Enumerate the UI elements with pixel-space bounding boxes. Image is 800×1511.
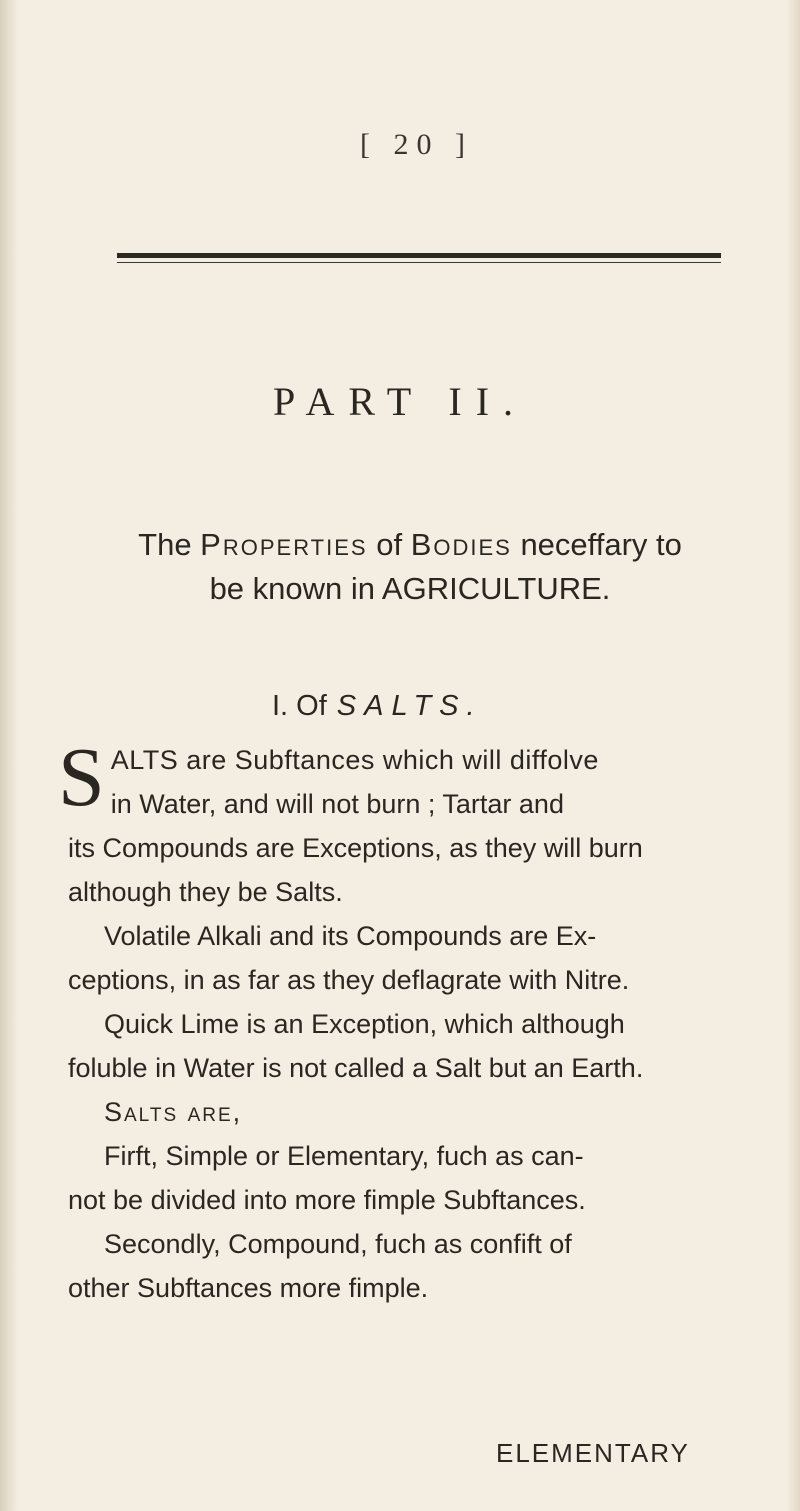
- part-subtitle: [60, 523, 760, 611]
- section-number: I. Of: [272, 690, 327, 722]
- section-title: SALTS.: [336, 690, 483, 722]
- page-edge-shadow: [0, 0, 18, 1511]
- body-line: in Water, and will not burn ; Tartar and: [110, 789, 564, 819]
- header-rule: [117, 253, 721, 258]
- body-line: Secondly, Compound, fuch as confift of: [104, 1229, 572, 1259]
- subtitle-smallcaps: Properties: [200, 527, 368, 562]
- body-line: Quick Lime is an Exception, which although: [104, 1009, 625, 1039]
- body-line: foluble in Water is not called a Salt but an Earth.: [68, 1053, 644, 1083]
- body-line: although they be Salts.: [68, 877, 343, 907]
- body-line: Salts are,: [104, 1097, 243, 1127]
- header-rule-thin: [117, 262, 721, 263]
- subtitle-text: The: [138, 527, 201, 562]
- body-line: ceptions, in as far as they deflagrate with Nitre.: [68, 965, 630, 995]
- body-line: Volatile Alkali and its Compounds are Ex-: [104, 921, 597, 951]
- subtitle-text: neceffary to: [511, 527, 682, 562]
- page-number: [ 20 ]: [360, 128, 473, 161]
- section-heading: [272, 690, 483, 723]
- part-heading: PART II.: [272, 379, 528, 424]
- catchword: ELEMENTARY: [496, 1438, 690, 1468]
- body-line: not be divided into more fimple Subftances.: [68, 1185, 586, 1215]
- subtitle-smallcaps: Bodies: [410, 527, 512, 562]
- body-line: ALTS are Subftances which will diffolve: [110, 745, 599, 775]
- body-line: Firft, Simple or Elementary, fuch as can-: [104, 1141, 584, 1171]
- body-line: its Compounds are Exceptions, as they will burn: [68, 833, 643, 863]
- body-line: other Subftances more fimple.: [68, 1273, 429, 1303]
- body-text: [58, 731, 734, 1310]
- drop-cap: S: [58, 731, 105, 824]
- subtitle-text: of: [367, 527, 411, 562]
- page-edge-shadow: [786, 0, 800, 1511]
- subtitle-line: be known in AGRICULTURE.: [209, 571, 611, 606]
